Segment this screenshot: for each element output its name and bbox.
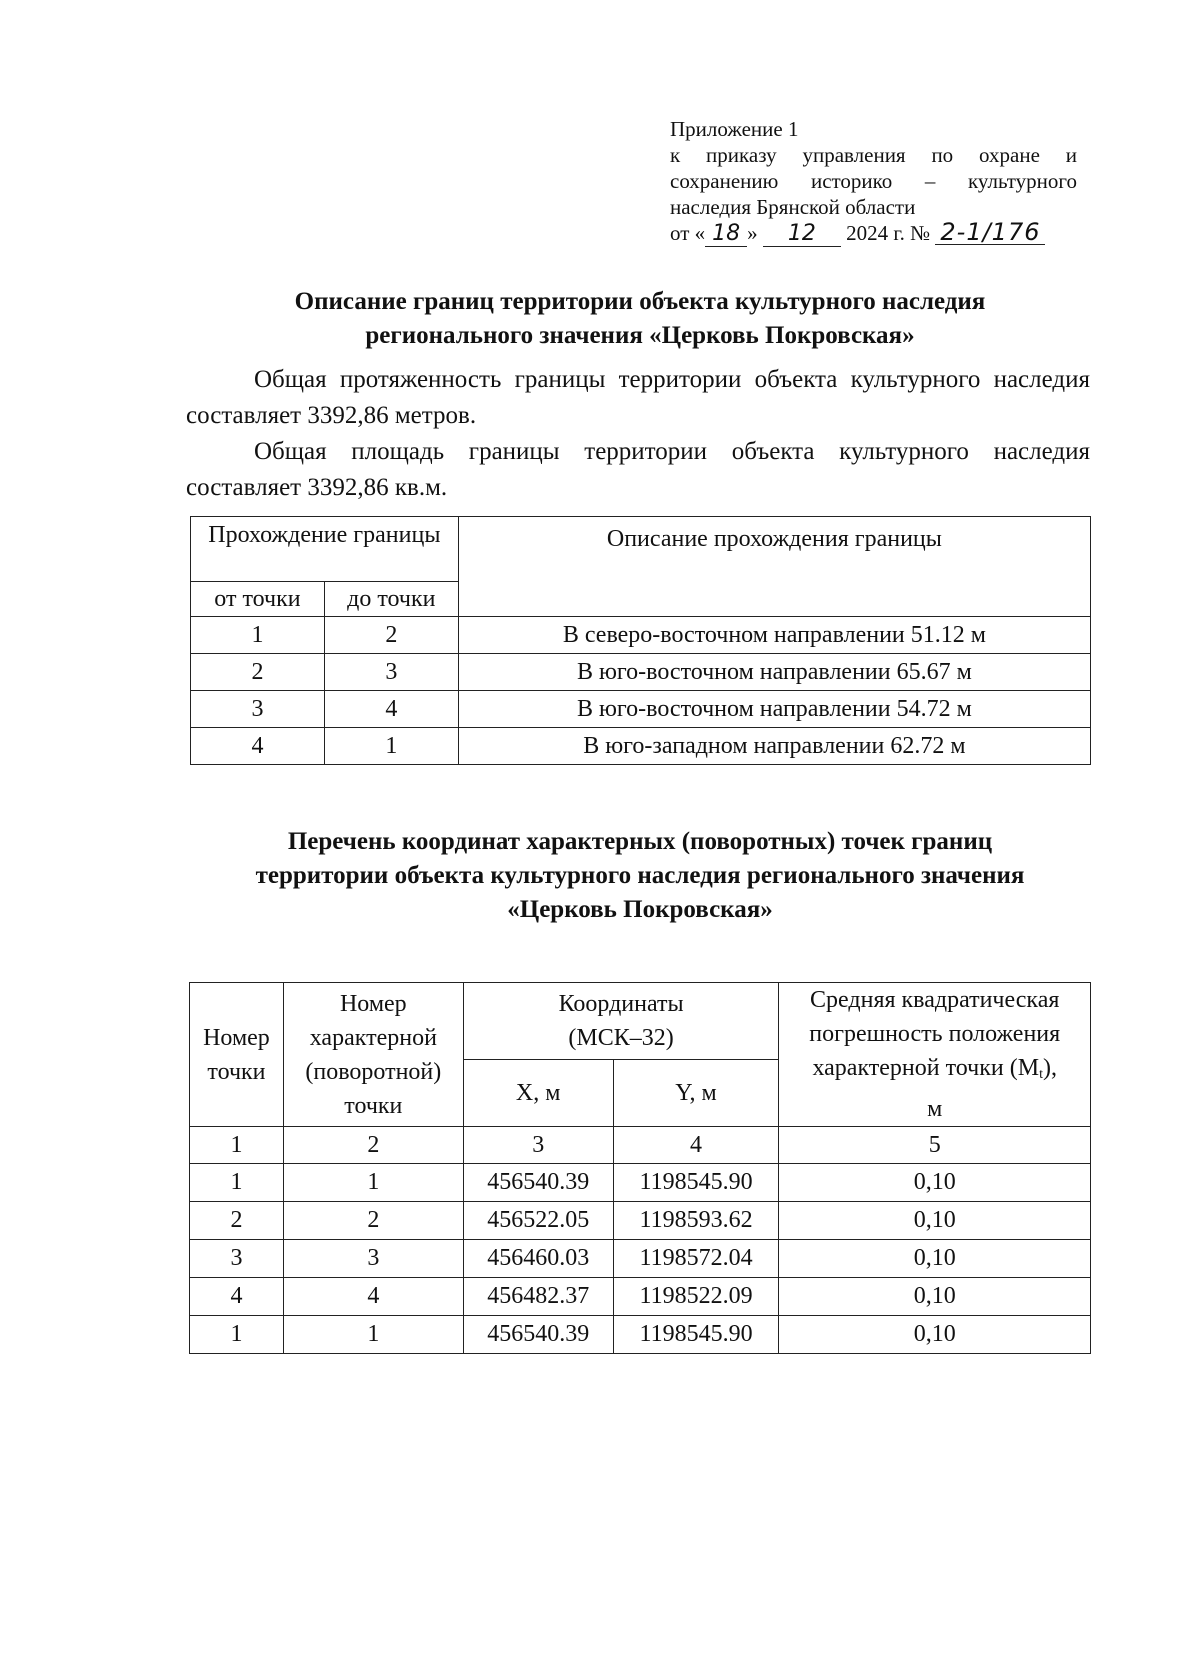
cell-x: 456522.05 <box>463 1202 613 1240</box>
appendix-date-line <box>670 220 1077 247</box>
cell-x: 456482.37 <box>463 1278 613 1316</box>
index-cell: 4 <box>613 1127 779 1164</box>
appendix-line-2: сохранению историко – культурного <box>670 169 1077 193</box>
total-length-paragraph <box>186 362 1090 434</box>
cell-point: 4 <box>190 1278 284 1316</box>
cell-error: 0,10 <box>779 1278 1091 1316</box>
index-cell: 1 <box>190 1127 284 1164</box>
boundary-description-heading <box>170 285 1110 353</box>
paragraph-text: Общая площадь границы территории объекта культурного наследия составляет 3392,86 кв.м. <box>186 438 1090 501</box>
date-mid: » <box>747 221 758 245</box>
header-text: м <box>927 1096 943 1122</box>
header-characteristic-number <box>283 983 463 1127</box>
total-area-paragraph <box>186 434 1090 506</box>
table-row <box>191 617 1091 654</box>
table-row <box>190 1240 1091 1278</box>
table-row <box>190 1202 1091 1240</box>
cell-error: 0,10 <box>779 1240 1091 1278</box>
handwritten-day: 18 <box>705 222 747 247</box>
cell-y: 1198522.09 <box>613 1278 779 1316</box>
paragraph-text: Общая протяженность границы территории объекта культурного наследия составляет 3392,86 метров. <box>186 366 1090 429</box>
table-row <box>191 654 1091 691</box>
cell-point: 3 <box>190 1240 284 1278</box>
heading-line-1: Перечень координат характерных (поворотных) точек границ <box>287 828 993 855</box>
column-index-row <box>190 1127 1091 1164</box>
table-row <box>191 728 1091 765</box>
table-row <box>190 1164 1091 1202</box>
cell-char: 1 <box>283 1164 463 1202</box>
cell-y: 1198545.90 <box>613 1316 779 1354</box>
header-text: Номер <box>339 990 407 1017</box>
cell-from: 4 <box>191 728 325 765</box>
cell-to: 2 <box>324 617 458 654</box>
header-coordinates <box>463 983 779 1060</box>
cell-desc: В северо-восточном направлении 51.12 м <box>458 617 1090 654</box>
cell-y: 1198572.04 <box>613 1240 779 1278</box>
cell-error: 0,10 <box>779 1316 1091 1354</box>
index-cell: 2 <box>283 1127 463 1164</box>
heading-line-2: регионального значения «Церковь Покровская» <box>365 322 915 349</box>
header-description: Описание прохождения границы <box>458 517 1090 617</box>
header-text: погрешность положения <box>809 1021 1061 1047</box>
cell-point: 2 <box>190 1202 284 1240</box>
cell-to: 1 <box>324 728 458 765</box>
coordinates-table <box>189 982 1091 1354</box>
cell-char: 4 <box>283 1278 463 1316</box>
header-passage: Прохождение границы <box>191 517 459 582</box>
appendix-line-3: наследия Брянской области <box>670 195 916 219</box>
appendix-header <box>670 116 1077 247</box>
date-year: 2024 г. № <box>846 221 931 245</box>
header-text: точки <box>207 1058 266 1085</box>
header-text: точки <box>344 1092 403 1119</box>
header-to: до точки <box>324 582 458 617</box>
header-text: (поворотной) <box>305 1058 442 1085</box>
cell-x: 456540.39 <box>463 1316 613 1354</box>
index-cell: 3 <box>463 1127 613 1164</box>
table-row <box>191 691 1091 728</box>
handwritten-month: 12 <box>763 222 841 247</box>
header-text: характерной <box>309 1024 437 1051</box>
cell-x: 456540.39 <box>463 1164 613 1202</box>
cell-point: 1 <box>190 1316 284 1354</box>
cell-desc: В юго-восточном направлении 65.67 м <box>458 654 1090 691</box>
cell-error: 0,10 <box>779 1202 1091 1240</box>
cell-x: 456460.03 <box>463 1240 613 1278</box>
cell-char: 1 <box>283 1316 463 1354</box>
cell-to: 4 <box>324 691 458 728</box>
header-text: (МСК–32) <box>568 1025 674 1052</box>
cell-y: 1198593.62 <box>613 1202 779 1240</box>
cell-y: 1198545.90 <box>613 1164 779 1202</box>
table-row <box>190 1316 1091 1354</box>
header-text: ), <box>1042 1055 1057 1081</box>
date-prefix: от « <box>670 221 706 245</box>
cell-from: 1 <box>191 617 325 654</box>
cell-desc: В юго-восточном направлении 54.72 м <box>458 691 1090 728</box>
header-from: от точки <box>191 582 325 617</box>
heading-line-2: территории объекта культурного наследия регионального значения <box>255 862 1025 889</box>
cell-desc: В юго-западном направлении 62.72 м <box>458 728 1090 765</box>
cell-error: 0,10 <box>779 1164 1091 1202</box>
cell-from: 3 <box>191 691 325 728</box>
cell-point: 1 <box>190 1164 284 1202</box>
header-x: X, м <box>463 1060 613 1127</box>
cell-char: 2 <box>283 1202 463 1240</box>
appendix-title: Приложение 1 <box>670 117 799 141</box>
header-text: Координаты <box>558 991 684 1018</box>
handwritten-order-number: 2-1/176 <box>935 220 1045 245</box>
heading-line-1: Описание границ территории объекта культурного наследия <box>294 288 986 315</box>
header-mean-square-error <box>779 983 1091 1127</box>
index-cell: 5 <box>779 1127 1091 1164</box>
header-text: Номер <box>203 1024 270 1051</box>
header-y: Y, м <box>613 1060 779 1127</box>
header-point-number <box>190 983 284 1127</box>
table-row <box>190 1278 1091 1316</box>
heading-line-3: «Церковь Покровская» <box>507 896 773 923</box>
subscript: t <box>1039 1067 1043 1082</box>
boundary-table <box>190 516 1091 765</box>
appendix-line-1: к приказу управления по охране и <box>670 143 1077 167</box>
cell-from: 2 <box>191 654 325 691</box>
header-text: характерной точки (M <box>812 1055 1040 1081</box>
cell-to: 3 <box>324 654 458 691</box>
header-text: Средняя квадратическая <box>810 987 1060 1013</box>
coordinates-heading <box>170 825 1110 927</box>
cell-char: 3 <box>283 1240 463 1278</box>
